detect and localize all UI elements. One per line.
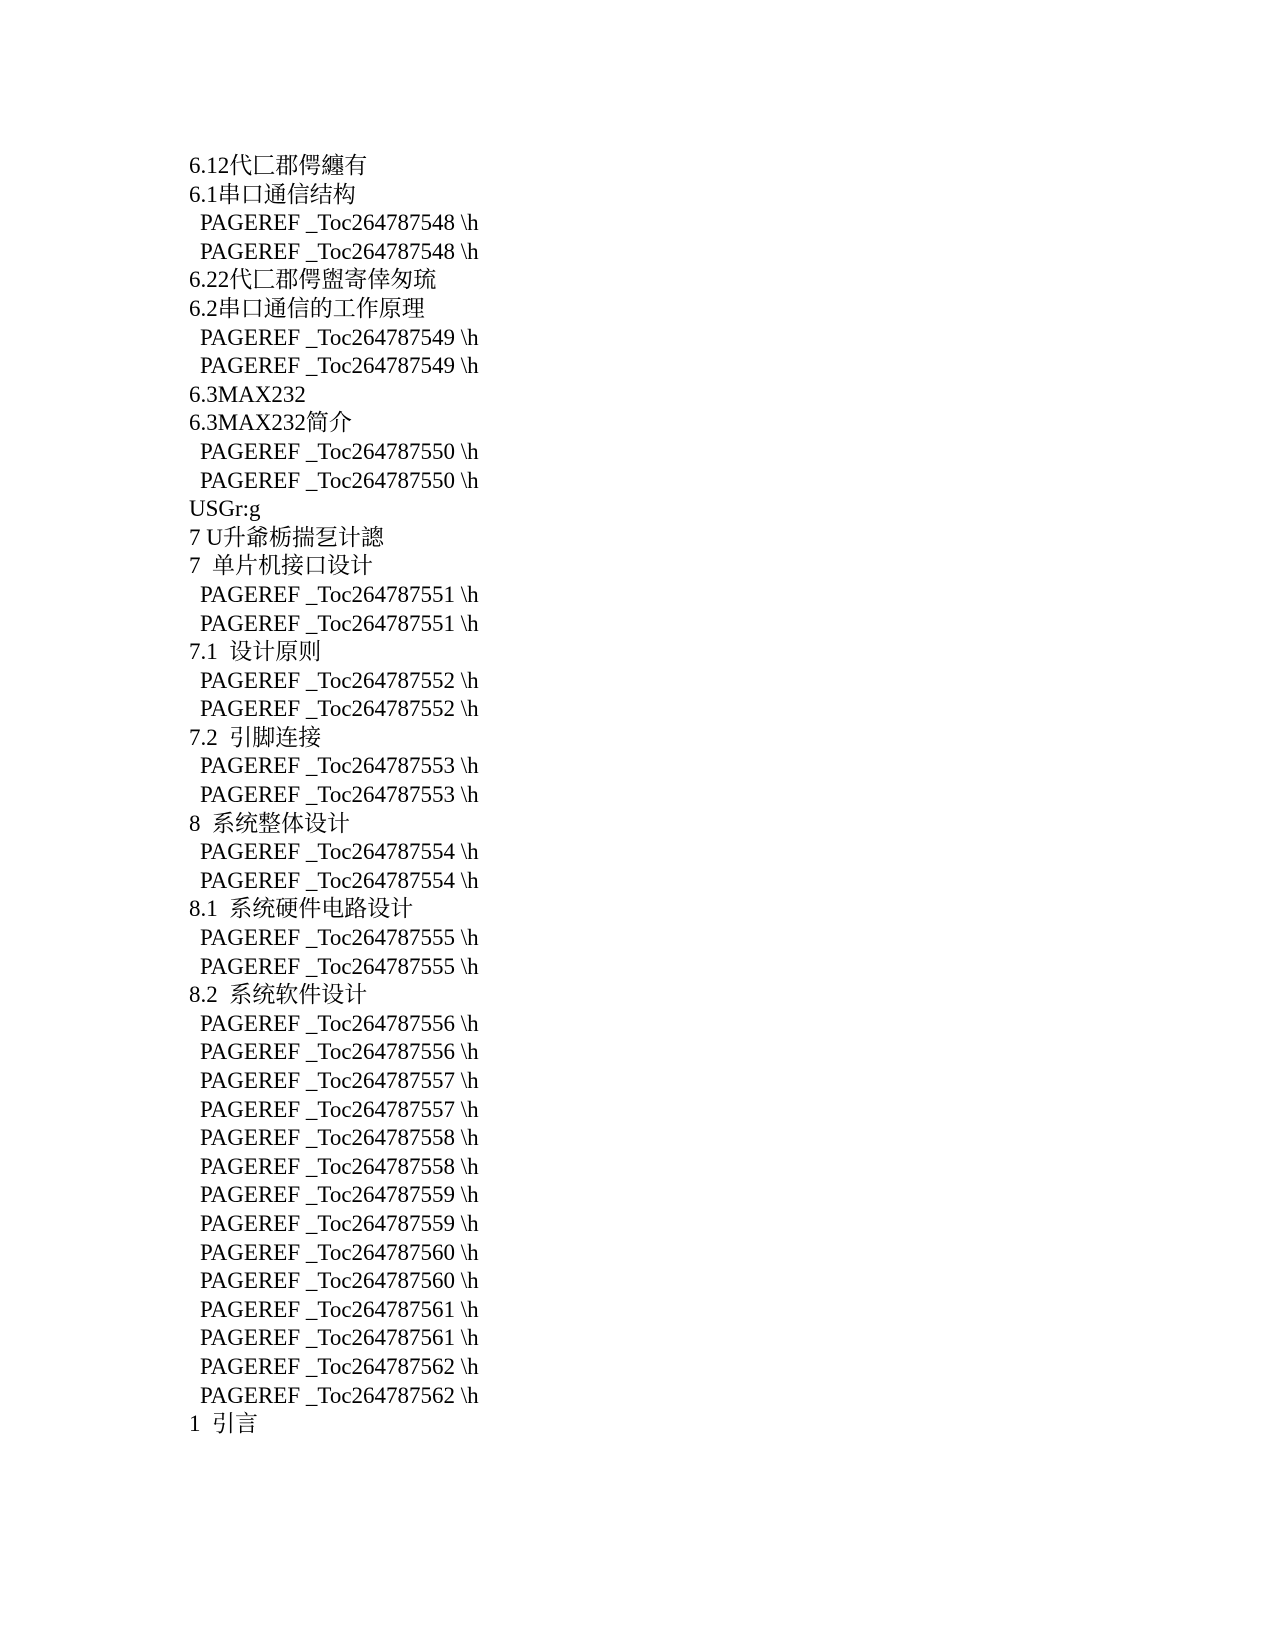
toc-heading: 1 引言: [189, 1411, 258, 1437]
toc-pageref-field: PAGEREF _Toc264787558 \h: [200, 1153, 479, 1179]
toc-pageref-field: PAGEREF _Toc264787548 \h: [200, 210, 479, 236]
toc-pageref-field: PAGEREF _Toc264787553 \h: [200, 753, 479, 779]
toc-pageref-field: PAGEREF _Toc264787559 \h: [200, 1210, 479, 1236]
toc-pageref-field: PAGEREF _Toc264787555 \h: [200, 925, 479, 951]
toc-pageref-field: PAGEREF _Toc264787554 \h: [200, 867, 479, 893]
toc-pageref-field: PAGEREF _Toc264787557 \h: [200, 1068, 479, 1093]
toc-pageref-field: PAGEREF _Toc264787550 \h: [200, 438, 479, 464]
toc-heading: 7 单片机接口设计: [189, 553, 373, 579]
toc-pageref-field: PAGEREF _Toc264787551 \h: [200, 581, 479, 607]
toc-pageref-field: PAGEREF _Toc264787561 \h: [200, 1296, 479, 1322]
toc-pageref-field: PAGEREF _Toc264787557 \h: [200, 1096, 479, 1122]
table-of-contents: [189, 152, 989, 1439]
toc-heading: 8 系统整体设计: [189, 810, 350, 836]
toc-heading: 6.1串口通信结构: [189, 181, 356, 207]
toc-pageref-field: PAGEREF _Toc264787553 \h: [200, 782, 479, 808]
toc-pageref-field: PAGEREF _Toc264787559 \h: [200, 1182, 479, 1208]
toc-pageref-field: PAGEREF _Toc264787550 \h: [200, 467, 479, 493]
toc-pageref-field: PAGEREF _Toc264787560 \h: [200, 1268, 479, 1294]
toc-pageref-field: PAGEREF _Toc264787549 \h: [200, 353, 479, 379]
toc-pageref-field: PAGEREF _Toc264787552 \h: [200, 667, 479, 693]
toc-pageref-field: PAGEREF _Toc264787552 \h: [200, 696, 479, 722]
toc-heading: 6.22代匚郡偔盥寄倖匆琉: [189, 267, 437, 293]
toc-heading: 8.2 系统软件设计: [189, 982, 368, 1008]
toc-pageref-field: PAGEREF _Toc264787562 \h: [200, 1382, 479, 1408]
toc-pageref-field: PAGEREF _Toc264787562 \h: [200, 1353, 479, 1379]
toc-heading: 7 U升爺栃揣乭计謥: [189, 524, 384, 550]
toc-heading: 6.2串口通信的工作原理: [189, 295, 425, 321]
toc-heading: 8.1 系统硬件电路设计: [189, 896, 414, 922]
toc-pageref-field: PAGEREF _Toc264787555 \h: [200, 953, 479, 979]
toc-pageref-field: PAGEREF _Toc264787549 \h: [200, 324, 479, 350]
toc-heading: 6.3MAX232: [189, 381, 306, 407]
toc-pageref-field: PAGEREF _Toc264787556 \h: [200, 1039, 479, 1065]
toc-pageref-field: PAGEREF _Toc264787558 \h: [200, 1125, 479, 1151]
toc-pageref-field: PAGEREF _Toc264787560 \h: [200, 1239, 479, 1265]
toc-heading: 6.3MAX232简介: [189, 410, 352, 436]
toc-pageref-field: PAGEREF _Toc264787548 \h: [200, 238, 479, 264]
toc-heading: 7.2 引脚连接: [189, 724, 322, 750]
toc-pageref-field: PAGEREF _Toc264787561 \h: [200, 1325, 479, 1351]
toc-pageref-field: PAGEREF _Toc264787551 \h: [200, 610, 479, 636]
toc-heading: USGr:g: [189, 496, 261, 522]
toc-heading: 7.1 设计原则: [189, 639, 322, 665]
toc-heading: 6.12代匚郡偔纏有: [189, 153, 368, 178]
toc-pageref-field: PAGEREF _Toc264787554 \h: [200, 839, 479, 865]
toc-pageref-field: PAGEREF _Toc264787556 \h: [200, 1010, 479, 1036]
